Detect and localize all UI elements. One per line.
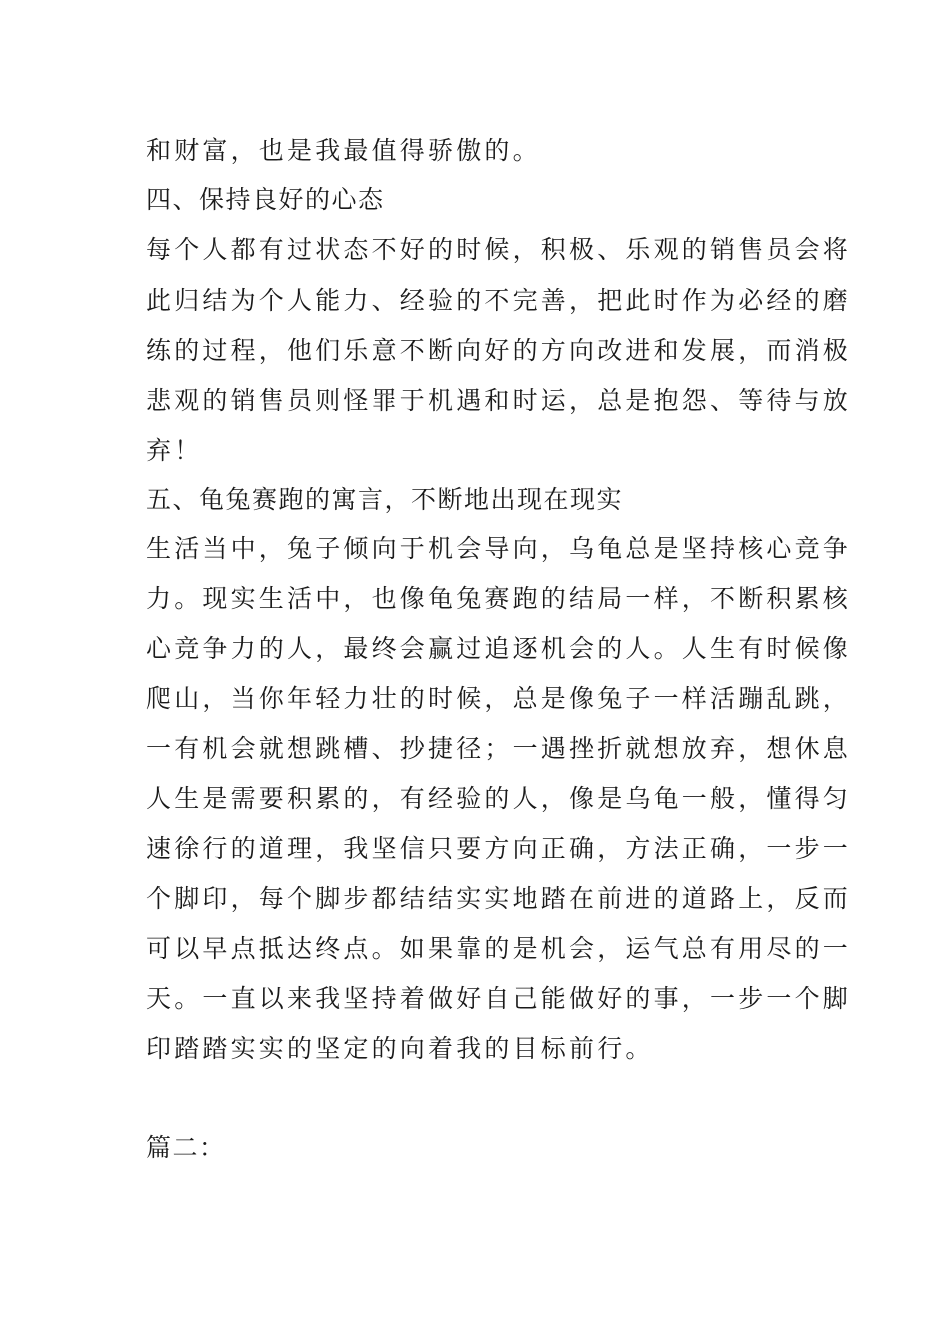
section-heading: 五、龟兔赛跑的寓言，不断地出现在现实 xyxy=(146,485,624,514)
body-text-line: 练的过程，他们乐意不断向好的方向改进和发展，而消极 xyxy=(146,336,852,365)
section-heading: 四、保持良好的心态 xyxy=(146,185,385,214)
body-text-line: 速徐行的道理，我坚信只要方向正确，方法正确，一步一 xyxy=(146,834,852,863)
body-text-line: 可以早点抵达终点。如果靠的是机会，运气总有用尽的一 xyxy=(146,934,852,963)
body-text-line: 一有机会就想跳槽、抄捷径；一遇挫折就想放弃，想休息 xyxy=(146,734,852,763)
body-text-line: 人生是需要积累的，有经验的人，像是乌龟一般，懂得匀 xyxy=(146,784,852,813)
body-text-line: 悲观的销售员则怪罪于机遇和时运，总是抱怨、等待与放 xyxy=(146,386,852,415)
body-text-line: 爬山，当你年轻力壮的时候，总是像兔子一样活蹦乱跳， xyxy=(146,684,852,713)
body-text-line: 生活当中，兔子倾向于机会导向，乌龟总是坚持核心竞争 xyxy=(146,534,852,563)
body-text-line: 心竞争力的人，最终会赢过追逐机会的人。人生有时候像 xyxy=(146,634,852,663)
body-text-line: 弃！ xyxy=(146,436,203,465)
body-text-line: 每个人都有过状态不好的时候，积极、乐观的销售员会将 xyxy=(146,235,852,264)
body-text-line: 印踏踏实实的坚定的向着我的目标前行。 xyxy=(146,1034,654,1063)
section-label: 篇二： xyxy=(146,1133,226,1162)
body-text-line: 力。现实生活中，也像龟兔赛跑的结局一样，不断积累核 xyxy=(146,584,852,613)
body-text-line: 个脚印，每个脚步都结结实实地踏在前进的道路上，反而 xyxy=(146,884,852,913)
body-text-line: 和财富，也是我最值得骄傲的。 xyxy=(146,136,541,165)
body-text-line: 天。一直以来我坚持着做好自己能做好的事，一步一个脚 xyxy=(146,984,852,1013)
body-text-line: 此归结为个人能力、经验的不完善，把此时作为必经的磨 xyxy=(146,286,852,315)
